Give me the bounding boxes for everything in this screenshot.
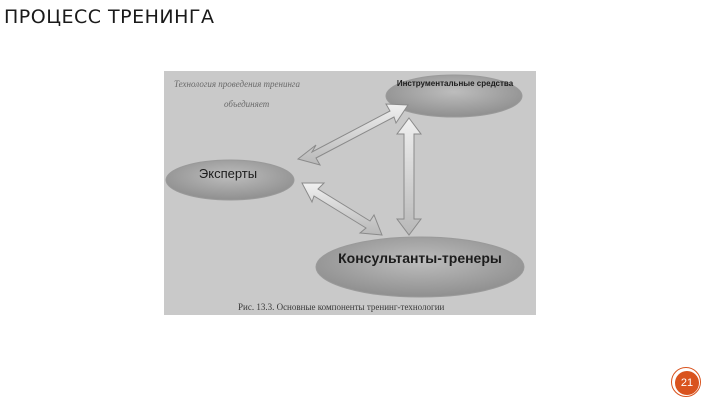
diagram-canvas: [164, 71, 536, 315]
node-tools-label: Инструментальные средства: [396, 79, 514, 88]
figure-caption: Рис. 13.3. Основные компоненты тренинг-технологии: [238, 302, 445, 312]
node-experts-label: Эксперты: [198, 166, 258, 181]
arrow-tools-consultants: [397, 118, 421, 235]
arrow-experts-consultants: [302, 183, 382, 235]
diagram-intro-line1: Технология проведения тренинга: [174, 79, 300, 89]
page-number-badge: 21: [675, 371, 699, 395]
slide-title: ПРОЦЕСС ТРЕНИНГА: [4, 6, 215, 28]
arrow-experts-tools: [298, 104, 408, 165]
node-consultants-label: Консультанты-тренеры: [338, 250, 502, 266]
diagram-intro-line2: объединяет: [224, 99, 270, 109]
node-consultants: [316, 237, 524, 297]
diagram-photo: [164, 71, 536, 315]
